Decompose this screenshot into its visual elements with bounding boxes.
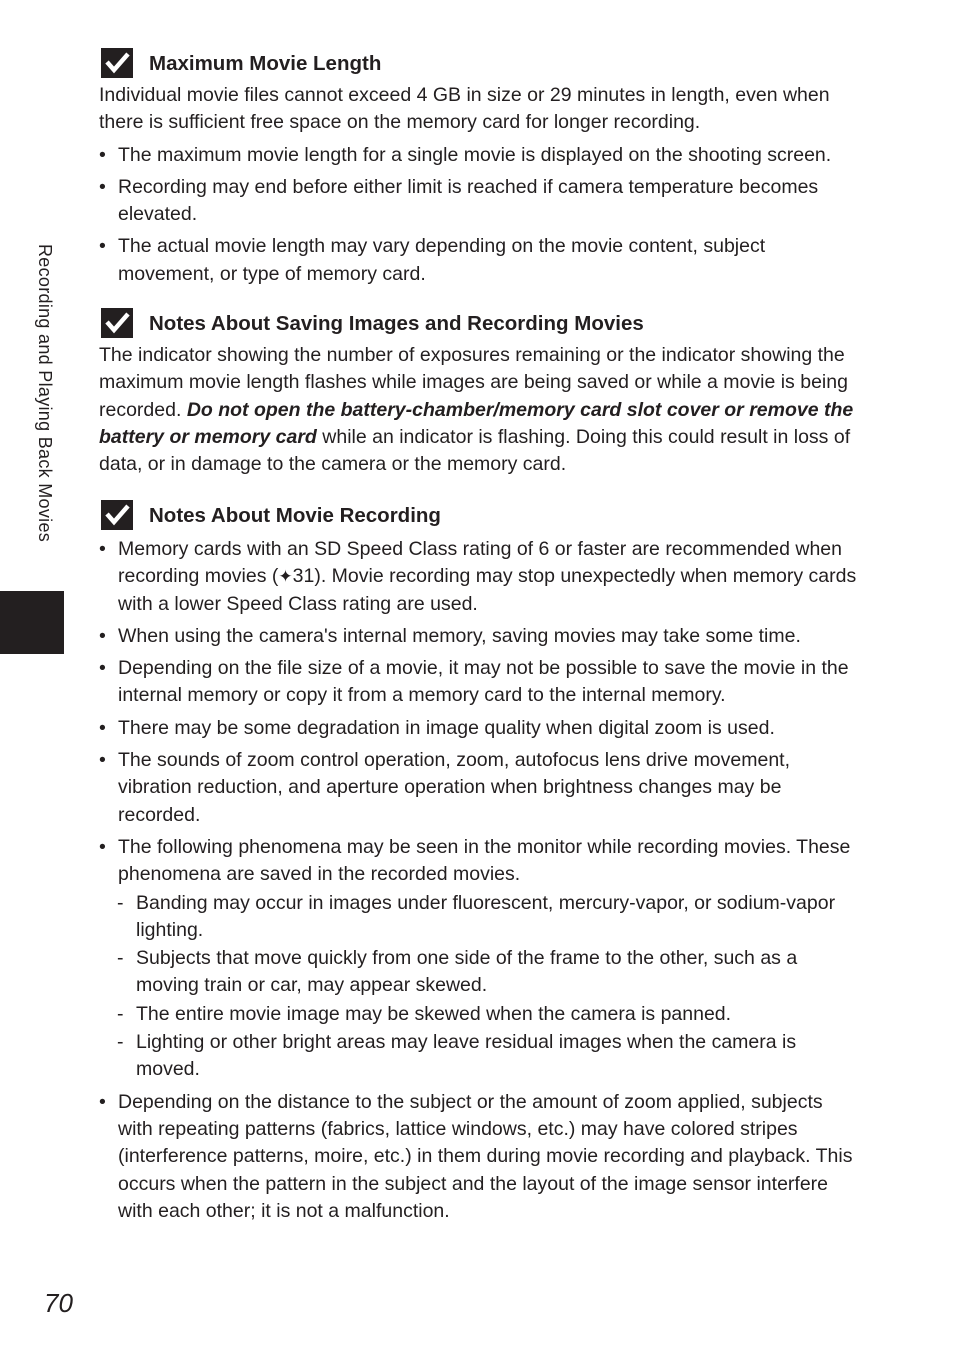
list-item: • When using the camera's internal memory, saving movies may take some time. <box>99 623 859 650</box>
list-item: • Depending on the file size of a movie, it may not be possible to save the movie in the internal memory or copy it from a memory card to the internal memory. <box>99 655 859 710</box>
sub-list-item: - Subjects that move quickly from one side of the frame to the other, such as a moving train or car, may appear skewed. <box>99 945 859 1000</box>
paragraph-text: while an indicator is flashing. Doing this could result in loss of data, or in damage to the camera or the memory card. <box>99 425 851 476</box>
section-saving-notes <box>99 308 859 478</box>
list-item-text: The following phenomena may be seen in the monitor while recording movies. These phenomena are saved in the recorded movies. <box>118 835 851 886</box>
list-item <box>99 536 859 618</box>
section-title: Maximum Movie Length <box>149 52 382 75</box>
page-number: 70 <box>44 1288 73 1318</box>
list-item: • The actual movie length may vary depending on the movie content, subject movement, or type of memory card. <box>99 233 859 288</box>
caution-check-icon <box>101 308 133 338</box>
list-item <box>99 834 859 889</box>
sub-list-item: - The entire movie image may be skewed when the camera is panned. <box>99 1001 859 1028</box>
bullet-list <box>99 536 859 889</box>
section-title: Notes About Movie Recording <box>149 504 441 527</box>
list-item: • There may be some degradation in image quality when digital zoom is used. <box>99 715 859 742</box>
bullet-list <box>99 142 859 288</box>
sub-list <box>99 890 859 1084</box>
section-paragraph <box>99 342 859 478</box>
list-item: • The maximum movie length for a single movie is displayed on the shooting screen. <box>99 142 859 169</box>
caution-check-icon <box>101 48 133 78</box>
list-item-text: 31). Movie recording may stop unexpectedly when memory cards with a lower Speed Class rating are used. <box>118 565 857 615</box>
list-item: • Recording may end before either limit is reached if camera temperature becomes elevated. <box>99 174 859 229</box>
section-maximum-movie-length <box>99 48 859 288</box>
section-movie-recording <box>99 500 859 1225</box>
warning-emphasis: Do not open the battery-chamber/memory card slot cover or remove the battery or memory card <box>99 398 854 448</box>
list-item-text: Memory cards with an SD Speed Class rating of 6 or faster are recommended when recording movies ( <box>118 538 842 588</box>
section-heading <box>99 308 859 342</box>
section-heading <box>99 48 859 82</box>
sub-list-item: - Lighting or other bright areas may leave residual images when the camera is moved. <box>99 1029 859 1084</box>
section-title: Notes About Saving Images and Recording Movies <box>149 312 644 335</box>
sub-list-item: - Banding may occur in images under fluorescent, mercury-vapor, or sodium-vapor lighting. <box>99 890 859 945</box>
list-item: • The sounds of zoom control operation, zoom, autofocus lens drive movement, vibration reduction, and aperture operation when brightness changes may be recorded. <box>99 747 859 829</box>
section-intro: Individual movie files cannot exceed 4 GB in size or 29 minutes in length, even when there is sufficient free space on the memory card for longer recording. <box>99 84 830 134</box>
caution-check-icon <box>101 500 133 530</box>
side-tab-marker <box>0 591 64 654</box>
bullet-list <box>99 1089 859 1225</box>
page-reference-icon: ✦ <box>278 567 293 587</box>
paragraph-text: The indicator showing the number of exposures remaining or the indicator showing the maximum movie length flashes while images are being saved or while a movie is being recorded. <box>99 344 848 421</box>
list-item: • Depending on the distance to the subject or the amount of zoom applied, subjects with repeating patterns (fabrics, lattice windows, etc.) may have colored stripes (interference patterns, moire, etc.) in them during movie recording and playback. This occurs when the pattern in the subject and the layout of the image sensor interfere with each other; it is not a malfunction. <box>99 1089 859 1225</box>
section-heading <box>99 500 859 534</box>
side-tab-label: Recording and Playing Back Movies <box>35 244 55 543</box>
